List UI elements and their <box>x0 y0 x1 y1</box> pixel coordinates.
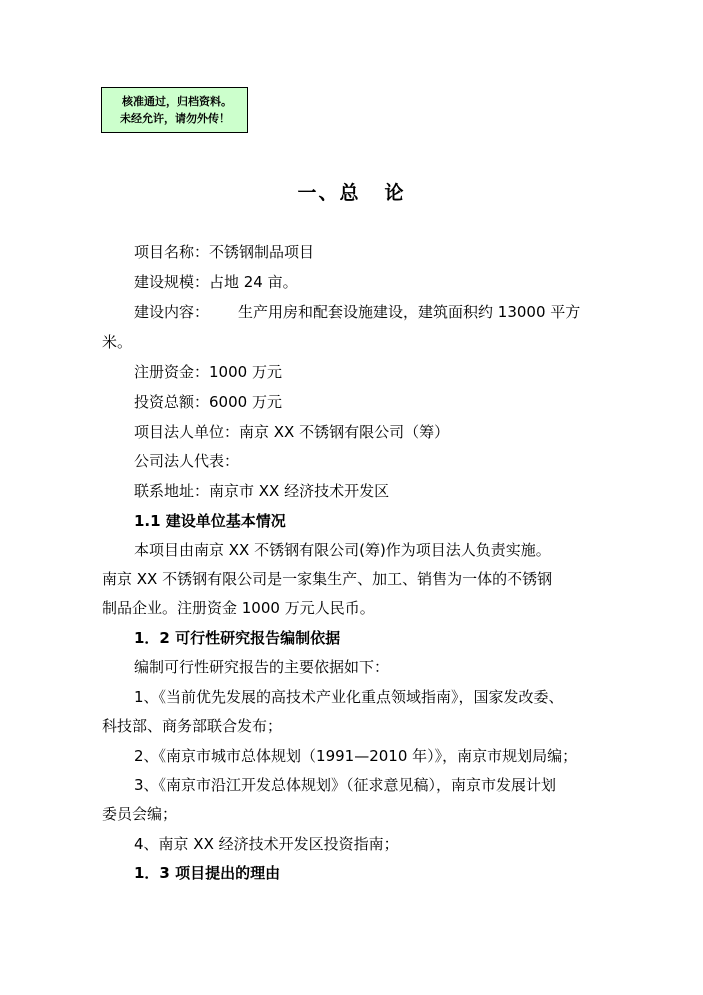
chapter-title-part2: 论 <box>384 182 406 204</box>
project-name: 项目名称：不锈钢制品项目 <box>134 243 315 261</box>
legal-representative: 公司法人代表： <box>134 452 240 470</box>
section-1-1-paragraph-line-1: 本项目由南京 XX 不锈钢有限公司(筹)作为项目法人负责实施。 <box>134 541 551 559</box>
section-1-2-heading: 1．2 可行性研究报告编制依据 <box>134 629 341 647</box>
construction-content-value: 生产用房和配套设施建设，建筑面积约 13000 平方 <box>238 303 581 321</box>
section-1-2-intro: 编制可行性研究报告的主要依据如下： <box>134 658 390 676</box>
basis-item-2: 2、《南京市城市总体规划（1991—2010 年）》，南京市规划局编； <box>134 747 578 765</box>
archive-stamp <box>101 87 248 133</box>
section-1-1-heading: 1.1 建设单位基本情况 <box>134 512 286 530</box>
construction-content-cont: 米。 <box>102 333 133 351</box>
section-1-1-paragraph-line-2: 南京 XX 不锈钢有限公司是一家集生产、加工、销售为一体的不锈钢 <box>102 570 553 588</box>
legal-entity: 项目法人单位：南京 XX 不锈钢有限公司（筹） <box>134 423 450 441</box>
stamp-line-1: 核准通过，归档资料。 <box>122 95 232 108</box>
section-1-3-heading: 1．3 项目提出的理由 <box>134 864 281 882</box>
total-investment: 投资总额：6000 万元 <box>134 393 282 411</box>
basis-item-3-line-2: 委员会编； <box>102 805 178 823</box>
basis-item-4: 4、南京 XX 经济技术开发区投资指南； <box>134 835 399 853</box>
basis-item-3-line-1: 3、《南京市沿江开发总体规划》（征求意见稿），南京市发展计划 <box>134 776 557 794</box>
contact-address: 联系地址：南京市 XX 经济技术开发区 <box>134 482 390 500</box>
stamp-line-2: 未经允许，请勿外传！ <box>120 112 230 125</box>
chapter-title-part1: 一、总 <box>297 182 361 204</box>
section-1-1-paragraph-line-3: 制品企业。注册资金 1000 万元人民币。 <box>102 599 375 617</box>
basis-item-1-line-1: 1、《当前优先发展的高技术产业化重点领域指南》，国家发改委、 <box>134 688 564 706</box>
basis-item-1-line-2: 科技部、商务部联合发布； <box>102 717 283 735</box>
registered-capital: 注册资金：1000 万元 <box>134 363 282 381</box>
chapter-title <box>0 178 703 205</box>
construction-scale: 建设规模：占地 24 亩。 <box>134 273 298 291</box>
construction-content-label: 建设内容： <box>134 303 210 321</box>
